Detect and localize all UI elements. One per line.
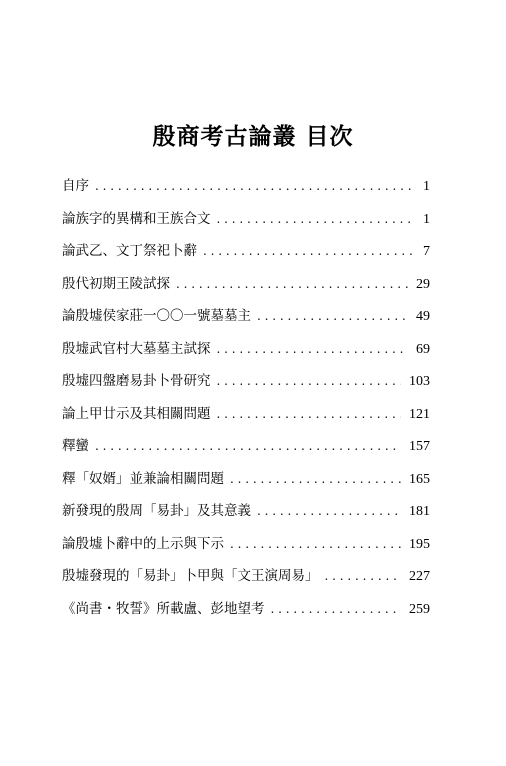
- dot-leader: [257, 300, 408, 333]
- dot-leader: [217, 333, 409, 366]
- dot-leader: [217, 203, 416, 236]
- dot-leader: [230, 528, 401, 561]
- toc-entry: [62, 300, 430, 333]
- dot-leader: [176, 268, 408, 301]
- toc-entry-title: 論殷墟卜辭中的上示與下示: [62, 535, 224, 552]
- dot-leader: [95, 170, 415, 203]
- toc-entry-title: 《尚書・牧誓》所載盧、彭地望考: [62, 600, 265, 617]
- dot-leader: [217, 365, 402, 398]
- toc-entry-page: 69: [416, 341, 430, 357]
- toc-entry-title: 殷墟發現的「易卦」卜甲與「文王演周易」: [62, 568, 319, 584]
- dot-leader: [271, 593, 402, 626]
- toc-entry: [62, 365, 430, 398]
- dot-leader: [325, 560, 402, 593]
- toc-entry-title: 論上甲廿示及其相關問題: [62, 405, 211, 422]
- toc-entry: [62, 430, 430, 463]
- toc-entry-title: 論殷墟侯家莊一〇〇一號墓墓主: [62, 308, 251, 324]
- toc-entry-page: 121: [409, 406, 430, 422]
- toc-entry: [62, 203, 430, 236]
- toc-entry-page: 29: [416, 276, 430, 292]
- toc-entry-title: 殷墟武官村大墓墓主試探: [62, 340, 211, 357]
- toc-entry-title: 殷墟四盤磨易卦卜骨研究: [62, 373, 211, 389]
- toc-entry-page: 7: [423, 244, 430, 259]
- toc-entry-title: 新發現的殷周「易卦」及其意義: [62, 503, 251, 519]
- toc-entry-title: 殷代初期王陵試探: [62, 275, 170, 292]
- toc-entry-page: 165: [409, 471, 430, 487]
- toc-entry: [62, 463, 430, 496]
- toc-entry-title: 釋「奴婿」並兼論相關問題: [62, 470, 224, 487]
- toc-entry-title: 論族字的異構和王族合文: [62, 210, 211, 227]
- toc-entry-page: 181: [409, 504, 430, 519]
- toc-entry-page: 49: [416, 309, 430, 324]
- toc-entry: [62, 398, 430, 431]
- toc-entry: [62, 593, 430, 626]
- toc-entry-page: 157: [409, 439, 430, 454]
- toc-entry-page: 259: [409, 601, 430, 617]
- toc-entry-page: 103: [409, 374, 430, 389]
- toc-entry-page: 227: [409, 569, 430, 584]
- toc-entry: [62, 333, 430, 366]
- dot-leader: [217, 398, 402, 431]
- toc-entry: [62, 170, 430, 203]
- toc-entry-title: 釋蠻: [62, 438, 89, 454]
- toc-entry: [62, 268, 430, 301]
- toc-entry-page: 195: [409, 536, 430, 552]
- toc-entry-title: 自序: [62, 178, 89, 194]
- toc-entry-title: 論武乙、文丁祭祀卜辭: [62, 243, 197, 259]
- toc-entry: [62, 528, 430, 561]
- page-title: 殷商考古論叢 目次: [152, 124, 354, 150]
- toc-entry-page: 1: [423, 211, 430, 227]
- dot-leader: [203, 235, 415, 268]
- table-of-contents: [62, 170, 430, 625]
- dot-leader: [230, 463, 401, 496]
- toc-entry: [62, 495, 430, 528]
- dot-leader: [95, 430, 401, 463]
- toc-entry-page: 1: [423, 179, 430, 194]
- toc-entry: [62, 560, 430, 593]
- toc-entry: [62, 235, 430, 268]
- dot-leader: [257, 495, 401, 528]
